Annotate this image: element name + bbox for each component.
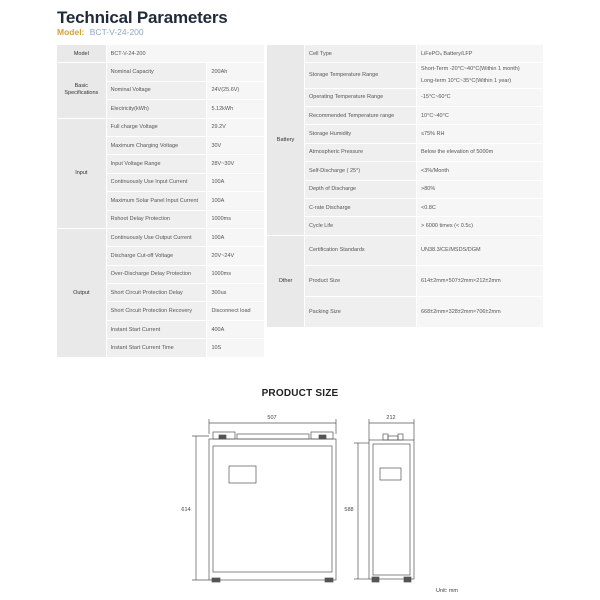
width-label: 507 <box>267 415 277 421</box>
spec-value: 28V~30V <box>207 155 264 172</box>
spec-value: 10°C~40°C <box>417 107 543 124</box>
spec-value: 300us <box>207 284 264 301</box>
spec-key: Short Circuit Protection Delay <box>107 284 207 301</box>
category-model: Model <box>57 45 106 62</box>
model-label: Model: <box>57 27 85 37</box>
spec-key: Short Circuit Protection Recovery <box>107 302 207 319</box>
front-panel <box>213 446 332 572</box>
spec-key: Product Size <box>305 266 416 296</box>
spec-value: 29.2V <box>207 119 264 136</box>
spec-value: <0.8C <box>417 199 543 216</box>
spec-value: 400A <box>207 321 264 338</box>
spec-value: >80% <box>417 181 543 198</box>
page-title: Technical Parameters <box>57 8 228 27</box>
spec-key: Nominal Voltage <box>107 82 207 99</box>
spec-key: Certification Standards <box>305 236 416 265</box>
spec-value: 200Ah <box>207 63 264 80</box>
spec-key: Cell Type <box>305 45 416 62</box>
spec-key: Input Voltage Range <box>107 155 207 172</box>
spec-value: 100A <box>207 192 264 209</box>
spec-key: Maximum Charging Voltage <box>107 137 207 154</box>
category-input: Input <box>57 119 106 228</box>
side-body <box>369 440 414 579</box>
front-foot-right <box>325 578 333 582</box>
front-body <box>209 439 336 580</box>
spec-value: 20V~24V <box>207 247 264 264</box>
spec-key: Atmospheric Pressure <box>305 144 416 161</box>
front-height-label: 614 <box>181 507 191 513</box>
spec-value: 30V <box>207 137 264 154</box>
spec-key: Storage Humidity <box>305 125 416 142</box>
terminal-left-icon <box>219 435 226 439</box>
spec-value: UN38.3/CE/MSDS/DGM <box>417 236 543 265</box>
category-output: Output <box>57 229 106 357</box>
product-size-title: PRODUCT SIZE <box>261 388 339 399</box>
spec-key: Instant Start Current <box>107 321 207 338</box>
storage-long-term: Long-term 10°C~35°C(Within 1 year) <box>421 78 512 85</box>
side-display-window <box>380 468 401 480</box>
spec-key: Recommended Temperature range <box>305 107 416 124</box>
side-height-label: 588 <box>344 507 354 513</box>
spec-value: 10S <box>207 339 264 356</box>
spec-key: Cycle Life <box>305 217 416 234</box>
depth-label: 212 <box>386 415 396 421</box>
spec-key: Instant Start Current Time <box>107 339 207 356</box>
spec-value: 100A <box>207 174 264 191</box>
side-panel <box>373 444 410 575</box>
spec-key: Continuously Use Output Current <box>107 229 207 246</box>
front-display-window <box>229 466 256 483</box>
model-cell-value: BCT-V-24-200 <box>107 45 264 62</box>
spec-value: 1000ms <box>207 211 264 228</box>
category-battery: Battery <box>267 45 304 235</box>
front-foot-left <box>212 578 220 582</box>
spec-key: Full charge Voltage <box>107 119 207 136</box>
side-foot-left <box>372 577 379 582</box>
side-terminal-bar <box>388 436 398 440</box>
spec-value: Disconnect load <box>207 302 264 319</box>
spec-key: Rshoot Delay Protection <box>107 211 207 228</box>
side-view <box>354 419 414 582</box>
spec-value: 614±2mm×507±2mm×212±2mm <box>417 266 543 296</box>
spec-value: <3%/Month <box>417 162 543 179</box>
front-top-strip <box>237 434 309 439</box>
spec-key: Electricity(kWh) <box>107 100 207 117</box>
spec-key: Discharge Cut-off Voltage <box>107 247 207 264</box>
spec-key: Maximum Solar Panel Input Current <box>107 192 207 209</box>
spec-key: Continuously Use Input Current <box>107 174 207 191</box>
spec-key: Storage Temperature Range <box>305 63 416 87</box>
spec-value: Below the elevation of 5000m <box>417 144 543 161</box>
spec-value: > 6000 times (< 0.5c) <box>417 217 543 234</box>
category-basic-specifications: Basic Specifications <box>57 63 106 117</box>
side-terminal-left <box>383 434 388 440</box>
side-foot-right <box>404 577 411 582</box>
storage-short-term: Short-Term -20°C~40°C(Within 1 month) <box>421 66 520 73</box>
spec-value: 24V(25.6V) <box>207 82 264 99</box>
model-value: BCT-V-24-200 <box>89 27 144 37</box>
spec-value: 100A <box>207 229 264 246</box>
spec-value: -15°C~60°C <box>417 89 543 106</box>
spec-key: Over-Discharge Delay Protection <box>107 266 207 283</box>
spec-key: Depth of Discharge <box>305 181 416 198</box>
spec-key: Packing Size <box>305 297 416 327</box>
category-other: Other <box>267 236 304 327</box>
spec-value: ≤75% RH <box>417 125 543 142</box>
unit-label: Unit: mm <box>436 588 458 594</box>
spec-key: Self-Discharge ( 25°) <box>305 162 416 179</box>
side-terminal-right <box>398 434 403 440</box>
spec-value: 1000ms <box>207 266 264 283</box>
front-view <box>192 419 336 582</box>
spec-value: 5.12kWh <box>207 100 264 117</box>
terminal-right-icon <box>319 435 326 439</box>
spec-key: Operating Temperature Range <box>305 89 416 106</box>
spec-value: LiFePO₄ Battery/LFP <box>417 45 543 62</box>
spec-value: 668±2mm×328±2mm×706±2mm <box>417 297 543 327</box>
spec-key: C-rate Discharge <box>305 199 416 216</box>
spec-key: Nominal Capacity <box>107 63 207 80</box>
